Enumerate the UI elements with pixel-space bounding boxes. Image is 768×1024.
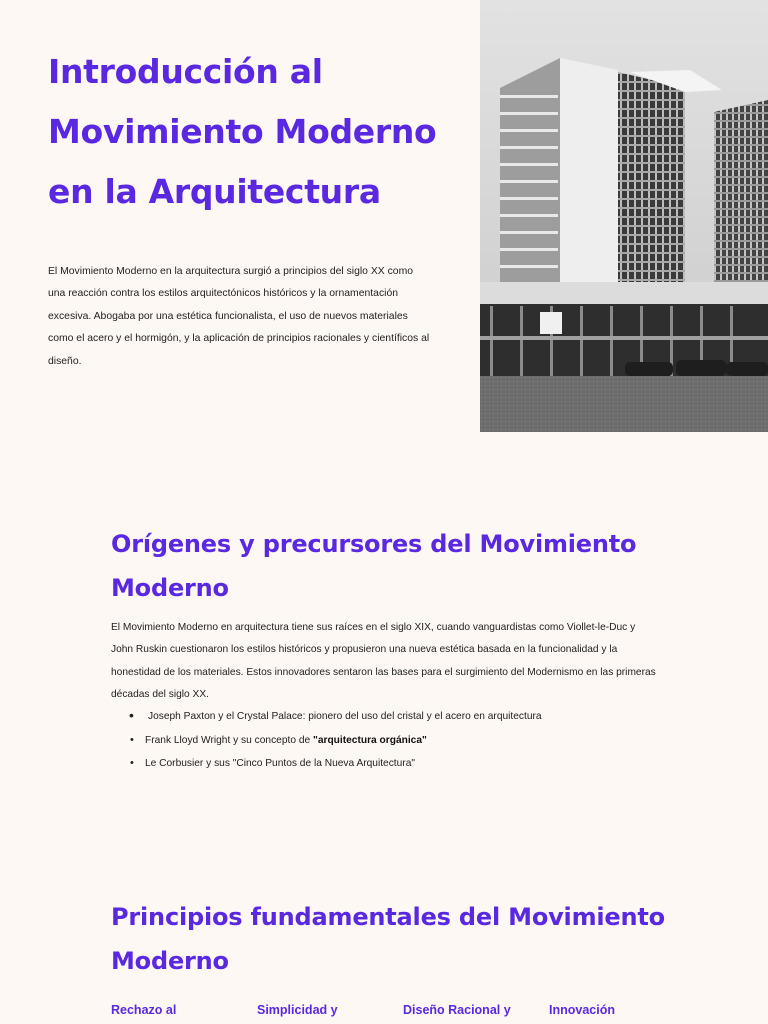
list-item-text: Frank Lloyd Wright y su concepto de	[145, 734, 313, 746]
hero-title-line: en la Arquitectura	[48, 172, 381, 211]
principle-column-heading: Innovación	[549, 1003, 615, 1017]
principles-title: Principios fundamentales del Movimiento Moderno	[111, 903, 665, 975]
bullet-icon: •	[129, 707, 134, 723]
origins-paragraph: El Movimiento Moderno en arquitectura tiene sus raíces en el siglo XIX, cuando vanguardistas como Viollet-le-Duc y John Ruskin cuestionaron los estilos históricos y propusieron una nueva estética basada en la funcionalidad y la honestidad de los materiales. Estos innovadores sentaron las bases para el surgimiento del Modernismo en las primeras décadas del siglo XX.	[111, 622, 656, 701]
list-item	[111, 729, 656, 753]
hero-paragraph: El Movimiento Moderno en la arquitectura surgió a principios del siglo XX como una reacción contra los estilos arquitectónicos históricos y la ornamentación excesiva. Abogaba por una estética funcionalista, el uso de nuevos materiales como el acero y el hormigón, y la aplicación de principios racionales y científicos al diseño.	[48, 266, 430, 367]
list-item-text: Joseph Paxton y el Crystal Palace: pionero del uso del cristal y el acero en arquitectura	[148, 711, 542, 722]
principle-column-heading: Simplicidad y	[257, 1003, 338, 1017]
principles-columns	[111, 1000, 711, 1024]
principle-column-heading: Diseño Racional y	[403, 1003, 511, 1017]
bullet-icon: •	[130, 733, 134, 746]
hero-title	[48, 42, 458, 222]
modernist-building-photo	[480, 0, 768, 432]
origins-title: Orígenes y precursores del Movimiento Moderno	[111, 530, 637, 602]
hero-title-line: Introducción al	[48, 52, 323, 91]
origins-list	[111, 705, 656, 776]
hero-title-line: Movimiento Moderno	[48, 112, 437, 151]
list-item	[111, 705, 656, 729]
list-item	[111, 752, 656, 776]
principle-column-heading: Rechazo al	[111, 1003, 177, 1017]
hero-section	[0, 0, 768, 432]
list-item-text: Le Corbusier y sus "Cinco Puntos de la Nueva Arquitectura"	[145, 758, 415, 769]
list-item-bold: "arquitectura orgánica"	[313, 734, 427, 746]
bullet-icon: •	[130, 757, 134, 769]
